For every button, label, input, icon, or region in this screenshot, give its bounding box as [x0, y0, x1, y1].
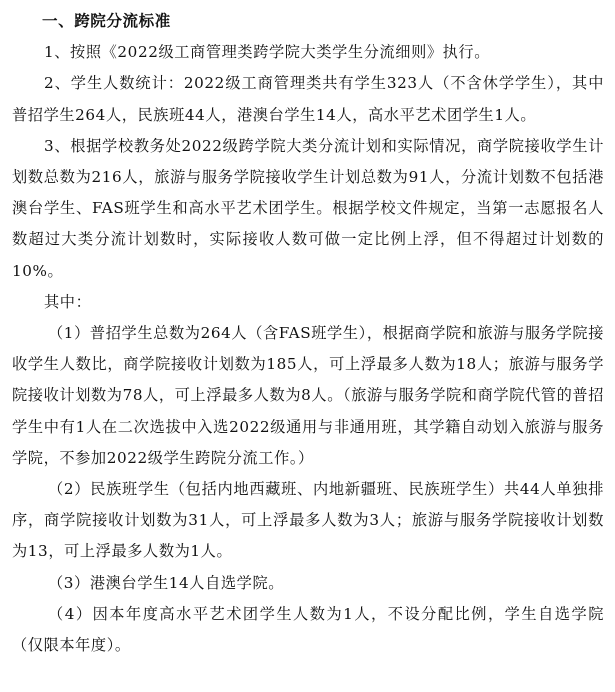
paragraph-among-label: 其中：: [44, 292, 92, 311]
paragraph-hk-macao-taiwan: （3）港澳台学生14人自选学院。: [48, 573, 285, 592]
paragraph-ethnic-class: （2）民族班学生（包括内地西藏班、内地新疆班、民族班学生）共44人单独排序，商学院接收计划数为31人，可上浮最多人数为3人；旅游与服务学院接收计划数为13，可上浮最多人数为1人。: [12, 480, 604, 561]
paragraph-art-troupe: （4）因本年度高水平艺术团学生人数为1人，不设分配比例，学生自选学院（仅限本年度）。: [12, 604, 604, 655]
section-heading: 一、跨院分流标准: [42, 12, 171, 30]
paragraph-allocation-plan: 3、根据学校教务处2022级跨学院大类分流计划和实际情况，商学院接收学生计划数总数为216人，旅游与服务学院接收学生计划总数为91人，分流计划数不包括港澳台学生、FAS班学生和高水平艺术团学生。根据学校文件规定，当第一志愿报名人数超过大类分流计划数时，实际接收人数可做一定比例上浮，但不得超过计划数的10%。: [12, 136, 604, 280]
paragraph-student-count: 2、学生人数统计：2022级工商管理类共有学生323人（不含休学学生），其中普招学生264人，民族班44人，港澳台学生14人，高水平艺术团学生1人。: [12, 74, 604, 124]
paragraph-general-students: （1）普招学生总数为264人（含FAS班学生），根据商学院和旅游与服务学院接收学生人数比，商学院接收计划数为185人，可上浮最多人数为18人；旅游与服务学院接收计划数为78人，可上浮最多人数为8人。（旅游与服务学院和商学院代管的普招学生中有1人在二次选拔中入选2022级通用与非通用班，其学籍自动划入旅游与服务学院，不参加2022级学生跨院分流工作。）: [12, 324, 604, 467]
paragraph-rules: 1、按照《2022级工商管理类跨学院大类学生分流细则》执行。: [44, 43, 491, 62]
document-body: [12, 6, 604, 661]
